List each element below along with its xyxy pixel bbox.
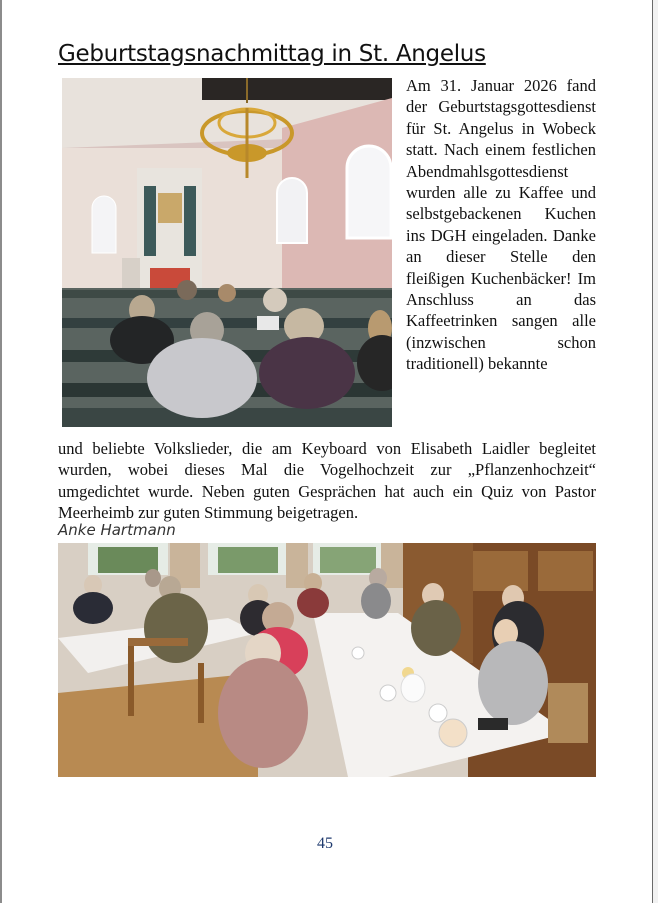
page-edge (652, 0, 658, 903)
church-interior-photo (62, 78, 392, 427)
page-number: 45 (317, 835, 333, 852)
author-signature: Anke Hartmann (58, 521, 176, 539)
article-title: Geburtstagsnachmittag in St. Angelus (58, 41, 486, 67)
article-text-full-width: und beliebte Volkslieder, die am Keyboard von Elisabeth Laidler begleitet wurden, wobei dieses Mal die Vogelhochzeit zur „Pflanzenhochzeit“ umgedichtet wurde. Neben guten Gesprächen hat auch ein Quiz von Pastor Meerheimb zur guten Stimmung beigetragen. (58, 439, 596, 523)
coffee-gathering-photo (58, 543, 596, 777)
article-text-column: Am 31. Januar 2026 fand der Geburtstagsgottesdienst für St. Angelus in Wobeck statt. Nach einem festlichen Abendmahlsgottesdienst wurden alle zu Kaffee und selbstgebackenen Kuchen ins DGH eingeladen. Danke an dieser Stelle den fleißigen Kuchenbäcker! Im Anschluss an das Kaffeetrinken sangen alle (inzwischen schon traditionell) bekannte (406, 76, 596, 374)
